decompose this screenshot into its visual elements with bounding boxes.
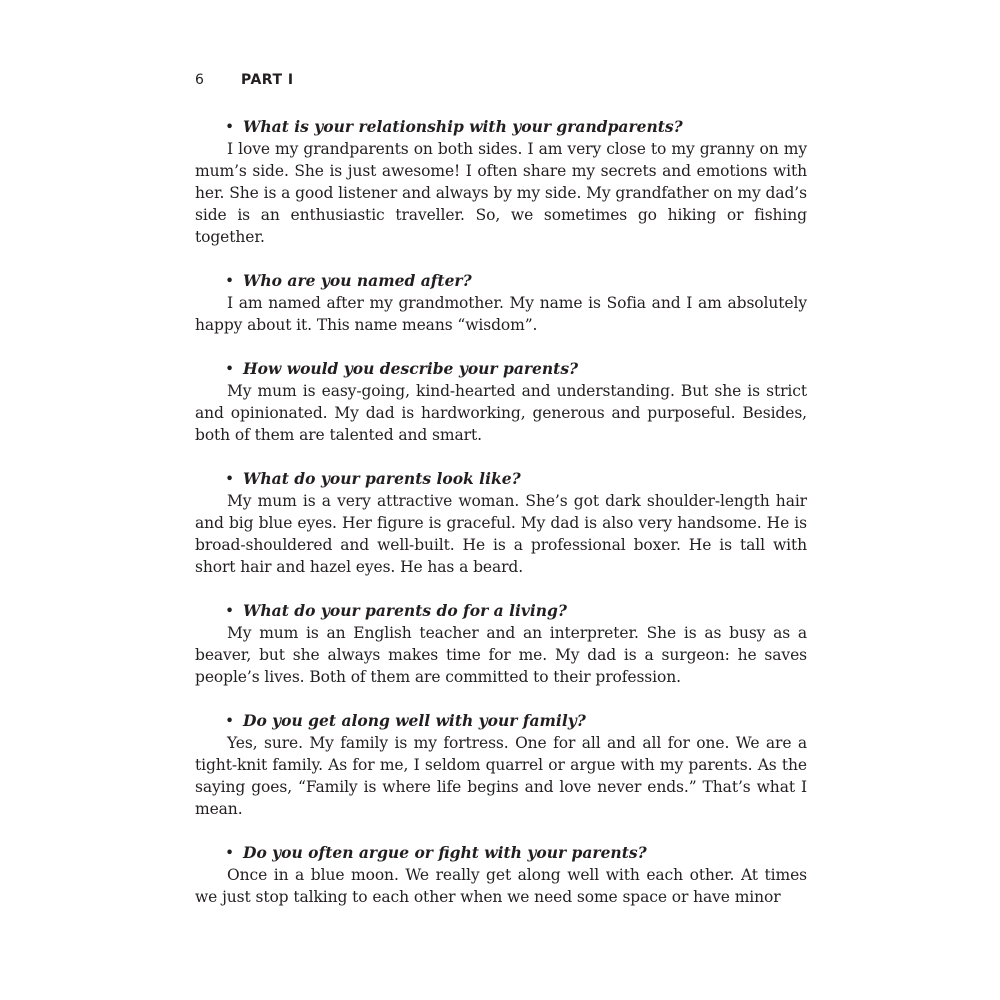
bullet-icon: • [225, 118, 235, 136]
bullet-icon: • [225, 272, 235, 290]
qa-item [195, 116, 807, 248]
bullet-icon: • [225, 712, 235, 730]
question-text: Who are you named after? [243, 271, 472, 290]
answer-text: My mum is a very attractive woman. She’s got dark shoulder-length hair and big blue eyes. Her figure is graceful. My dad is also very handsome. He is broad-shouldered and well-built. He is a professional boxer. He is tall with short hair and hazel eyes. He has a beard. [195, 492, 807, 576]
question-text: What is your relationship with your grandparents? [243, 117, 683, 136]
bullet-icon: • [225, 360, 235, 378]
bullet-icon: • [225, 844, 235, 862]
question [195, 358, 807, 380]
question-text: What do your parents look like? [243, 469, 521, 488]
answer-text: I love my grandparents on both sides. I am very close to my granny on my mum’s side. She is just awesome! I often share my secrets and emotions with her. She is a good listener and always by my side. My grandfather on my dad’s side is an enthusiastic traveller. So, we sometimes go hiking or fishing together. [195, 140, 807, 246]
question [195, 710, 807, 732]
qa-item [195, 600, 807, 688]
answer-text: My mum is an English teacher and an interpreter. She is as busy as a beaver, but she always makes time for me. My dad is a surgeon: he saves people’s lives. Both of them are committed to their profession. [195, 624, 807, 686]
bullet-icon: • [225, 602, 235, 620]
question-text: How would you describe your parents? [243, 359, 579, 378]
answer-text: Yes, sure. My family is my fortress. One for all and all for one. We are a tight-knit family. As for me, I seldom quarrel or argue with my parents. As the saying goes, “Family is where life begins and love never ends.” That’s what I mean. [195, 734, 807, 818]
question [195, 842, 807, 864]
answer-text: Once in a blue moon. We really get along well with each other. At times we just stop talking to each other when we need some space or have minor [195, 866, 807, 906]
answer-text: My mum is easy-going, kind-hearted and understanding. But she is strict and opinionated. My dad is hardworking, generous and purposeful. Besides, both of them are talented and smart. [195, 382, 807, 444]
part-label: PART I [241, 72, 294, 88]
question-text: Do you get along well with your family? [243, 711, 586, 730]
running-head [195, 72, 294, 92]
question [195, 468, 807, 490]
qa-list [195, 116, 807, 930]
bullet-icon: • [225, 470, 235, 488]
question [195, 600, 807, 622]
qa-item [195, 468, 807, 578]
question-text: Do you often argue or fight with your parents? [243, 843, 647, 862]
question-text: What do your parents do for a living? [243, 601, 567, 620]
qa-item [195, 270, 807, 336]
qa-item [195, 842, 807, 908]
qa-item [195, 710, 807, 820]
answer-text: I am named after my grandmother. My name is Sofia and I am absolutely happy about it. This name means “wisdom”. [195, 294, 807, 334]
question [195, 270, 807, 292]
page-number: 6 [195, 72, 204, 88]
question [195, 116, 807, 138]
qa-item [195, 358, 807, 446]
